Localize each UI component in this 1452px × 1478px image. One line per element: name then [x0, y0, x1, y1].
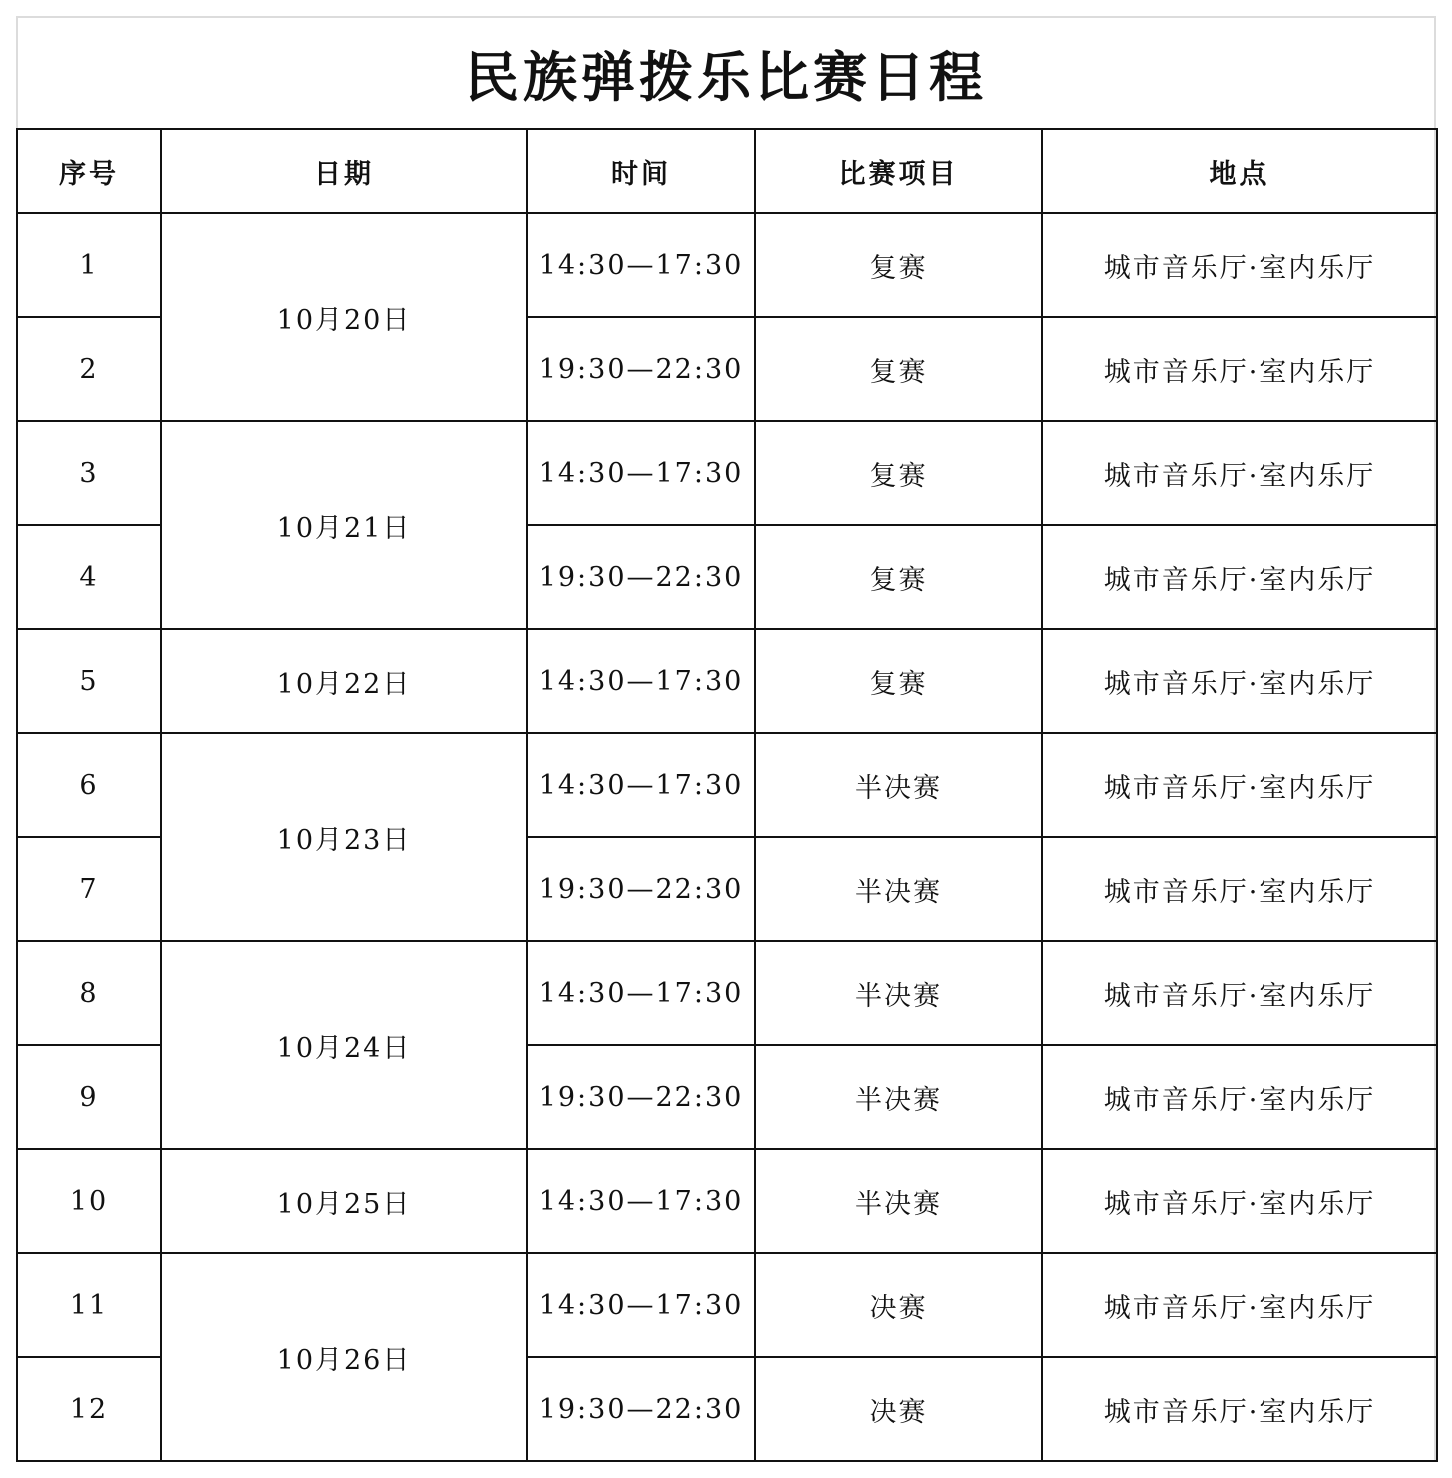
cell-event: 复赛: [755, 421, 1042, 525]
cell-event: 半决赛: [755, 1045, 1042, 1149]
cell-event: 半决赛: [755, 1149, 1042, 1253]
cell-date: 10月24日: [161, 941, 527, 1149]
header-venue: 地点: [1042, 129, 1437, 213]
cell-index: 9: [17, 1045, 161, 1149]
cell-time: 19:30—22:30: [527, 525, 755, 629]
schedule-table: [16, 128, 1438, 1462]
cell-date: 10月25日: [161, 1149, 527, 1253]
cell-event: 复赛: [755, 629, 1042, 733]
cell-event: 决赛: [755, 1357, 1042, 1461]
cell-date: 10月23日: [161, 733, 527, 941]
cell-date: 10月22日: [161, 629, 527, 733]
cell-index: 12: [17, 1357, 161, 1461]
table-row: [17, 733, 1437, 837]
cell-time: 19:30—22:30: [527, 1045, 755, 1149]
cell-index: 4: [17, 525, 161, 629]
cell-date: 10月21日: [161, 421, 527, 629]
table-row: [17, 941, 1437, 1045]
cell-venue: 城市音乐厅·室内乐厅: [1042, 1045, 1437, 1149]
cell-event: 复赛: [755, 525, 1042, 629]
cell-venue: 城市音乐厅·室内乐厅: [1042, 837, 1437, 941]
cell-event: 复赛: [755, 317, 1042, 421]
cell-date: 10月26日: [161, 1253, 527, 1461]
cell-index: 5: [17, 629, 161, 733]
cell-venue: 城市音乐厅·室内乐厅: [1042, 525, 1437, 629]
cell-time: 14:30—17:30: [527, 733, 755, 837]
table-row: [17, 1149, 1437, 1253]
cell-time: 14:30—17:30: [527, 1149, 755, 1253]
cell-index: 10: [17, 1149, 161, 1253]
cell-time: 14:30—17:30: [527, 421, 755, 525]
cell-event: 复赛: [755, 213, 1042, 317]
cell-time: 19:30—22:30: [527, 1357, 755, 1461]
cell-index: 7: [17, 837, 161, 941]
header-row: [17, 129, 1437, 213]
cell-venue: 城市音乐厅·室内乐厅: [1042, 1149, 1437, 1253]
cell-index: 8: [17, 941, 161, 1045]
cell-venue: 城市音乐厅·室内乐厅: [1042, 1357, 1437, 1461]
cell-event: 半决赛: [755, 941, 1042, 1045]
table-row: [17, 1253, 1437, 1357]
page-title: 民族弹拨乐比赛日程: [465, 44, 987, 109]
cell-venue: 城市音乐厅·室内乐厅: [1042, 213, 1437, 317]
cell-index: 1: [17, 213, 161, 317]
cell-venue: 城市音乐厅·室内乐厅: [1042, 733, 1437, 837]
header-date: 日期: [161, 129, 527, 213]
cell-time: 14:30—17:30: [527, 1253, 755, 1357]
cell-index: 3: [17, 421, 161, 525]
cell-venue: 城市音乐厅·室内乐厅: [1042, 317, 1437, 421]
cell-event: 半决赛: [755, 837, 1042, 941]
table-row: [17, 421, 1437, 525]
cell-time: 14:30—17:30: [527, 213, 755, 317]
cell-index: 2: [17, 317, 161, 421]
header-event: 比赛项目: [755, 129, 1042, 213]
cell-date: 10月20日: [161, 213, 527, 421]
header-index: 序号: [17, 129, 161, 213]
table-row: [17, 629, 1437, 733]
cell-index: 6: [17, 733, 161, 837]
cell-event: 决赛: [755, 1253, 1042, 1357]
cell-time: 19:30—22:30: [527, 837, 755, 941]
title-cell: [18, 18, 1434, 128]
schedule-sheet: [16, 16, 1436, 1462]
cell-index: 11: [17, 1253, 161, 1357]
cell-time: 19:30—22:30: [527, 317, 755, 421]
cell-venue: 城市音乐厅·室内乐厅: [1042, 629, 1437, 733]
cell-venue: 城市音乐厅·室内乐厅: [1042, 1253, 1437, 1357]
cell-venue: 城市音乐厅·室内乐厅: [1042, 421, 1437, 525]
table-row: [17, 213, 1437, 317]
cell-time: 14:30—17:30: [527, 941, 755, 1045]
header-time: 时间: [527, 129, 755, 213]
cell-event: 半决赛: [755, 733, 1042, 837]
cell-venue: 城市音乐厅·室内乐厅: [1042, 941, 1437, 1045]
cell-time: 14:30—17:30: [527, 629, 755, 733]
